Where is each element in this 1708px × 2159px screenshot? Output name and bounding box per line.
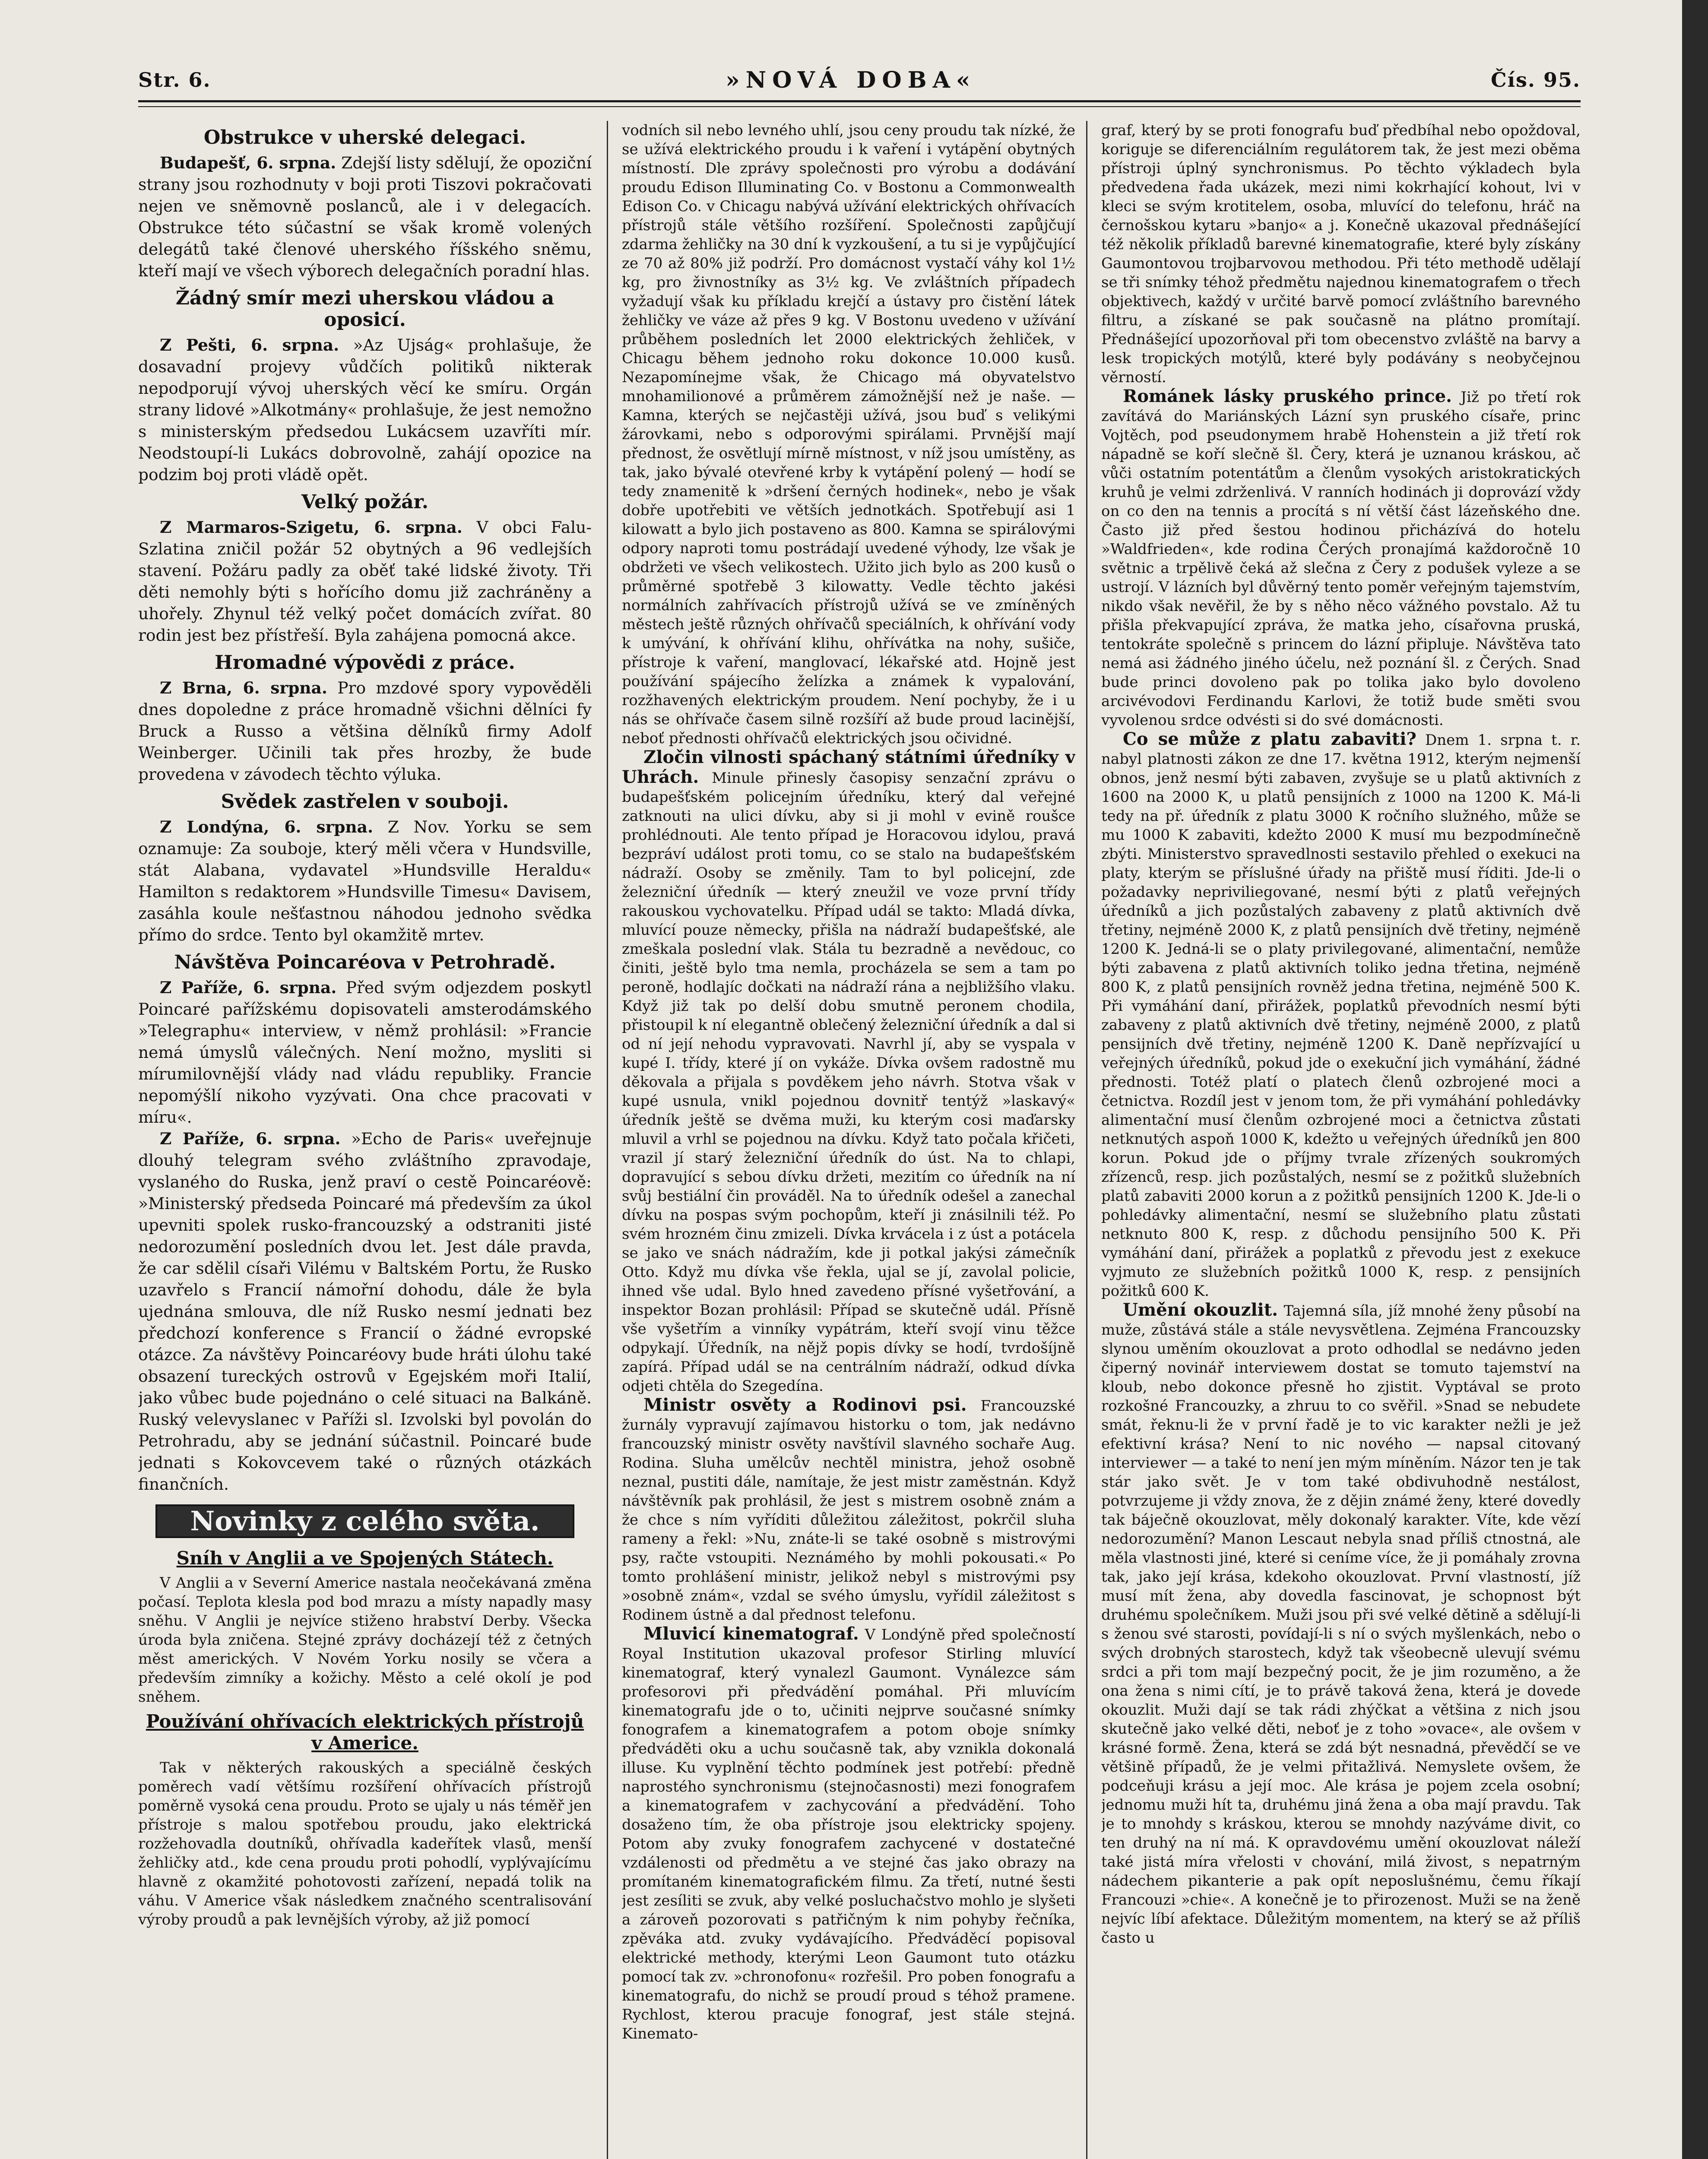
news-heading: Co se může z platu zabaviti?	[1123, 729, 1416, 749]
news-text: V Londýně před společností Royal Institution ukazoval profesor Stirling mluvící kinematograf, který vynalezl Gaumont. Vynálezce sám profesorovi při předvádění pomáhal. Při mluvícím kinematografu jde o to, učiniti nejprve současné snímky fonografem a kinematografem a potom oboje snímky předváděti oku a uchu současně tak, aby vznikla dokonalá illuse. Ku vyplnění těchto podmínek jest potřebí: předně naprostého synchronismu (stejnočasnosti) mezi fonografem a kinematografem v zachycování a předvádění. Toho dosaženo tím, že oba přístroje jsou elektricky spojeny. Potom aby zvuky fonografem zachycené v dostatečné vzdálenosti od předmětu a ve stejné čas jako obrazy na promítaném kinematografickém filmu. Za třetí, nutné šesti jest zesíliti se zvuk, aby velké posluchačstvo mohlo je slyšeti a zároveň pozorovati s patřičným k nim pohyby řečníka, zpěváka atd. zvuky vydávajícího. Předváděcí popisoval elektrické methody, kterými Leon Gaumont tuto otázku pomocí tak zv. »chronofonu« rozřešil. Pro poben fonografu a kinematografu, do nichž se proudí proud s téhož pramene. Rychlost, kterou pracuje fonograf, jest stále stejná. Kinemato-	[622, 1626, 1075, 2042]
news-heading: Románek lásky pruského prince.	[1123, 386, 1452, 406]
issue-number: Čís. 95.	[1490, 68, 1581, 92]
news-text: V Anglii a v Severní Americe nastala neočekávaná změna počasí. Teplota klesla pod bod mrazu a místy napadly masy sněhu. V Anglii je nejvíce stiženo hrabství Derby. Všecka úroda byla zničena. Stejné zprávy docházejí též z četných měst amerických. V Novém Yorku nosily se včera a především zimníky a kožichy. Město a celé okolí je pod sněhem.	[138, 1574, 592, 1706]
news-text: Tak v některých rakouských a speciálně českých poměrech vadí většímu rozšíření ohřívacích přístrojů poměrně vysoká cena proudu. Proto se ujaly u nás téměř jen přístroje s malou spotřebou proudu, jako elektrická rozžehovadla doutníků, ohřívadla kadeřítek vlasů, menší žehličky atd., kde cena proudu proti pohodlí, vyplývajícímu hlavně z okamžité pohotovosti zařízení, nepadá tolik na váhu. V Americe však následkem značného scentralisování výroby proudů a pak levnějších výroby, až již pomocí	[138, 1759, 592, 1928]
dateline: Z Londýna, 6. srpna.	[160, 817, 374, 836]
article-text: Pro mzdové spory vypověděli dnes dopoledne z práce hromadně všichni dělníci fy Bruck a Russo a většina dělníků firmy Adolf Weinberger. Učinili tak přes hrozby, že bude provedena v závodech těchto výluka.	[138, 678, 592, 784]
column-2	[622, 121, 1075, 2159]
dateline: Z Pešti, 6. srpna.	[160, 336, 339, 355]
news-text: Již po třetí rok zavítává do Mariánských Lázní syn pruského císaře, princ Vojtěch, pod pseudonymem hrabě Hohenstein a již třetí rok nápadně se koří slečně šl. Čery, která je uznanou kráskou, ač vůči ostatním potentátům a členům vysokých aristokratických kruhů je velmi zdrženlivá. V ranních hodinách ji doprovází vždy on co den na tennis a procítá s ní větší část lázeňského dne. Často již před šestou hodinou přicházívá do hotelu »Waldfrieden«, kde rodina Čerých pronajímá každoročně 10 světnic a trpělivě čeká až slečna z Čery z podušek vyleze a se ustrojí. V lázních byl důvěrný tento poměr veřejným tajemstvím, nikdo však nevěřil, že by s něho něco vážného povstalo. Až tu přišla překvapující zpráva, že matka jeho, císařovna pruská, tentokráte společně s princem do lázní připluje. Návštěva tato nemá asi žádného jiného účelu, než poznání šl. z Čerých. Snad bude princi dovoleno pak po tolika jako bylo dovoleno arcivévodovi Ferdinandu Karlovi, že totiž bude směti svou vyvolenou srdce odvésti si do své domácnosti.	[1101, 389, 1581, 729]
article-text: »Az Ujság« prohlašuje, že dosavadní projevy vůdčích politiků nikterak nepodporují vývoj uherských věcí ke smíru. Orgán strany lidové »Alkotmány« prohlašuje, že jest nemožno s ministerským předsedou Lukácsem uzavříti mír. Neodstoupí-li Lukács dobrovolně, zahájí opozice na podzim boj proti vládě opět.	[138, 336, 592, 484]
article-paragraph	[138, 516, 592, 646]
article-heading: Obstrukce v uherské delegaci.	[203, 127, 526, 149]
article-text: Před svým odjezdem poskytl Poincaré pařížskému dopisovateli amsterodámského »Telegraphu« interview, v němž prohlásil: »Francie nemá úmyslů válečných. Není možno, mysliti si mírumilovnější vlády nad vládu republiky. Francie nepomýšlí nikoho vyzývati. Ona chce pracovati v míru«.	[138, 978, 592, 1127]
news-text: vodních sil nebo levného uhlí, jsou ceny proudu tak nízké, že se užívá elektrického proudu i k vaření i vytápění obytných místností. Dle zprávy společnosti pro výrobu a dodávání proudu Edison Illuminating Co. v Bostonu a Commonwealth Edison Co. v Chicagu nabývá užívání elektrických ohřívacích přístrojů stále většího rozšíření. Společnosti zapůjčují zdarma žehličky na 30 dní k vyzkoušení, a tu si je vypůjčující ze 70 až 80% již podrží. Pro domácnost vystačí váhy kol 1½ kg, pro živnostníky as 3½ kg. Ve zvláštních případech vyžadují však ku příkladu krejčí a ústavy pro čistění látek žehličky ve váze až přes 9 kg. V Bostonu uvedeno v užívání průběhem posledních let 2000 elektrických žehliček, v Chicagu během jednoho roku dokonce 10.000 kusů. Nezapomínejme však, že Chicago má obyvatelstvo mnohamilionové a průměrem zámožnější než je naše. — Kamna, kterých se nejčastěji užívá, jsou buď s velikými žárovkami, nebo s odporovými spirálami. Prvnější mají přednost, že osvětlují mírně místnost, v níž jsou umístěny, as tak, jako bývalé otevřené krby k vytápění polený — hodí se tedy znamenitě k »dršení černých hodinek«, nebo je však dobře upotřebiti ve větších jednotkách. Spotřebují asi 1 kilowatt a bylo jich postaveno as 800. Kamna se spirálovými odpory naproti tomu postrádají uvedené výhody, lze však je obdržeti ve všech velikostech. Užito jich bylo as 200 kusů o průměrné spotřebě 3 kilowatty. Vedle těchto jakési normálních zahřívacích přístrojů užívá se ve zmíněných městech ještě různých ohřívačů speciálních, k ohřívání vody k umývání, k ohřívání klihu, ohřívátka na nohy, sušiče, přístroje k vaření, manglovací, lékařské atd. Hojně jest používání spájecího želízka a známek k vypalování, rozžhavených elektrickým proudem. Není pochyby, že i u nás se ohřívače časem silně rozšíří až bude proud lacinější, neboť přednosti ohřívačů elektrických jsou očividné.	[622, 122, 1075, 747]
article-heading: Hromadné výpovědi z práce.	[215, 652, 515, 674]
section-banner: Novinky z celého světa.	[155, 1504, 574, 1538]
news-text: Tajemná síla, jíž mnohé ženy působí na muže, zůstává stále a stále nevysvětlena. Zejména Francouzsky slynou uměním okouzlovat a proto odhodlal se nedávno jeden čiperný novinář interviewem dostat se tomuto tajemství na kloub, nebo dokonce přesně ho zjistit. Vyptával se proto rozkošné Francouzky, a zhruu to co svěřil. »Snad se nebudete smát, řeknu-li že v první řadě je to vic karakter nežli je jež efektivní krása? Není to nic nového — napsal citovaný interviewer — a také to není jen mým míněním. Názor ten je tak stár jako svět. Je v tom také obdivuhodně nestálost, potvrzujeme ji vždy znova, že z dějin známé ženy, které dovedly tak báječně okouzlovat, měly dokonalý karakter. Víte, kde vězí nedorozumění? Manon Lescaut nebyla snad příliš ctnostná, ale měla vlastnosti jiné, které si ceníme více, že ji pomáhaly zrovna tak, jako její krása, kdekoho okouzlovat. První vlastností, jíž musí mít žena, aby dovedla fascinovat, je schopnost být druhému společníkem. Muži jsou při své velké dětině a sdělují-li s ženou své starosti, povídají-li s ní o svých myšlenkách, nebo o svých drobných starostech, když tak všeobecně ulevují svému srdci a při tom mají bezpečný pocit, že je jim rozuměno, a že ona žena s nimi cítí, je to právě taková žena, která je dovede okouzlit. Muži dají se tak rádi zhýčkat a většina z nich jsou skutečně jako velké děti, neboť je z toho »ovace«, ale ovšem v krásné formě. Žena, která se zdá být nesnadná, převědčí se ve většině případů, že je velmi přitažlivá. Nemyslete ovšem, že podceňuji krásu a její moc. Ale krása je pojem zcela osobní; jednomu muži hít ta, druhému jiná žena a oba mají pravdu. Tak je to mnohdy s kráskou, kterou se mnohdy nazýváme divit, co ten druhý na ní má. K opravdovému umění okouzlovat náleží také jistá míra vřelosti v chování, milá živost, s nepatrným nádechem pikanterie a pak opít neposlušnému, čemu říkají Francouzi »chie«. A konečně je to přirozenost. Muži se na ženě nejvíc líbí afektace. Důležitým momentem, na který se až příliš často u	[1101, 1302, 1581, 1947]
article-heading: Velký požár.	[301, 491, 429, 513]
article-text: Z Nov. Yorku se sem oznamuje: Za souboje, který měli včera v Hundsville, stát Alabana, vydavatel »Hundsville Heraldu« Hamilton s redaktorem »Hundsville Timesu« Davisem, zasáhla koule nešťastnou náhodou jednoho svědka přímo do srdce. Tento byl okamžitě mrtev.	[138, 817, 592, 944]
article-heading: Svědek zastřelen v souboji.	[221, 791, 509, 813]
column-divider	[1086, 121, 1087, 2159]
article-heading: Žádný smír mezi uherskou vládou a oposicí.	[175, 287, 555, 331]
scan-edge	[1682, 0, 1708, 2159]
article-paragraph	[138, 816, 592, 946]
article-paragraph	[138, 334, 592, 485]
news-heading: Sníh v Anglii a ve Spojených Státech.	[176, 1548, 554, 1569]
article-paragraph	[138, 1128, 592, 1495]
dateline: Z Paříže, 6. srpna.	[160, 1129, 341, 1148]
header-rule-thin	[138, 106, 1581, 107]
article-text: Zdejší listy sdělují, že opoziční strany jsou rozhodnuty v boji proti Tiszovi pokračovati nejen ve sněmovně poslanců, ale i v delegacích. Obstrukce této súčastní se však kromě volených delegátů také členové uherského říšského sněmu, kteří mají ve všech výborech delegačních poradní hlas.	[138, 153, 592, 280]
news-paragraph	[622, 1396, 1075, 1624]
article-paragraph	[138, 677, 592, 785]
article-heading: Návštěva Poincaréova v Petrohradě.	[174, 951, 556, 973]
news-text: Dnem 1. srpna t. r. nabyl platnosti zákon ze dne 17. května 1912, kterým nejmenší obnos, jenž nesmí býti zabaven, zvyšuje se u platů aktivních z 1600 na 2000 K, u platů pensijních z 1000 na 1200 K. Má-li tedy na př. úředník z platu 3000 K ročního služného, může se mu 1000 K zabaviti, kdežto 2000 K musí mu bezpodmínečně zbýti. Ministerstvo spravedlnosti sestavilo přehled o exekuci na platy, kterým se příslušné úřady na přiště musí říditi. Jde-li o požadavky nepriviliegované, nesmí býti z platů veřejných úředníků a jich pozůstalých zabaveny z platů aktivních dvě třetiny, nejméně 2000 K, z platů pensijních dvě třetiny, nejméně 1200 K. Jedná-li se o platy privilegované, alimentační, nemůže býti zabavena z platů aktivních toliko jedna třetina, nejméně 800 K, z platů pensijních rovněž jedna třetina, nejméně 500 K. Při vymáhání daní, přirážek, poplatků převodních nesmí býti zabaveny z platů aktivních dvě třetiny, nejméně 2000, z platů pensijních dvě třetiny, nejméně 1200 K. Daně nepřízvající u veřejných úředníků, pokud jde o exekuční jich vymáhání, žádné přednosti. Totéž platí o platech členů ozbrojené moci a četnictva. Rozdíl jest v jenom tom, že při vymáhání pohledávky alimentační musí členům ozbrojené moci a četnictva zůstati netknutých aspoň 1000 K, kdežto u veřejných úředníků jen 800 korun. Pokud jde o příjmy tvrale zřízených soukromých zřízenců, resp. jich pozůstalých, nesmí se z požitků služebních platů zabaviti 2000 korun a z požitků pensijních 1200 K. Jde-li o pohledávky alimentační, nesmí se služebního platu zůstati netknuto 800 K, resp. z důchodu pensijního 500 K. Při vymáhání daní, přirážek a poplatků z převodu jest z exekuce vyjmuto ze služebních požitků 1000 K, resp. z pensijních požitků 600 K.	[1101, 731, 1581, 1300]
article-paragraph	[138, 152, 592, 282]
news-heading: Umění okouzlit.	[1123, 1300, 1278, 1320]
article-paragraph	[138, 977, 592, 1128]
news-heading: Ministr osvěty a Rodinovi psi.	[643, 1395, 967, 1415]
page-number: Str. 6.	[138, 68, 211, 92]
news-text: graf, který by se proti fonografu buď předbíhal nebo opoždoval, koriguje se diferenciálním regulátorem tak, že jest mezi oběma přístroji úplný synchronismus. Po těchto výkladech byla předvedena řada ukázek, mezi nimi kokrhající kohout, lvi v kleci se svým krotitelem, osoba, mluvící do telefonu, hráč na černošskou kytaru »banjo« a j. Konečně ukazoval přednášející též několik příkladů barevné kinematografie, které byly získány Gaumontovou trojbarvovou methodou. Při této methodě udělají se tři snímky téhož předmětu najednou kinematografem o třech objektivech, každý v určité barvě pomocí zvláštního barevného filtru, a získané se pak současně na plátno promítají. Přednášející upozorňoval při tom obecenstvo zvláště na barvy a lesk tropických motýlů, které byly podávány s neobyčejnou věrností.	[1101, 122, 1581, 386]
article-text: »Echo de Paris« uveřejnuje dlouhý telegram svého zvláštního zpravodaje, vyslaného do Ruska, jenž praví o cestě Poincaréově: »Ministerský předseda Poincaré má především za úkol upevniti spolek rusko-francouzský a odstraniti jisté nedorozumění posledních dvou let. Jest dále pravda, že car sdělil císaři Vilému v Baltském Portu, že Rusko uzavřelo s Francií námořní dohodu, dále že byla ujednána smlouva, dle níž Rusko nesmí jednati bez předchozí konference s Francií o žádné evropské otázce. Za návštěvy Poincaréovy bude hráti úlohu také obsazení tureckých ostrovů v Egejském moři Italií, jako vůbec bude pojednáno o celé situaci na Balkáně. Ruský velevyslanec v Paříži sl. Izvolski byl povolán do Petrohradu, aby se jednání súčastnil. Poincaré bude jednati s Kokovcevem také o různých otázkách finančních.	[138, 1129, 592, 1494]
news-text: Minule přinesly časopisy senzační zprávu o budapešťském policejním úředníku, který dal veřejné zatknouti na ulici dívku, aby si ji mohl v evině roušce prohlédnouti. Ale tento případ je Horacovou idylou, pravá bezpráví událost proti tomu, co se stalo na budapešťském nádraží. Osoby se změnily. Tam to byl policejní, zde železniční úředník — který zneužil ve voze první třídy rakouskou vychovatelku. Případ udál se takto: Mladá dívka, mluvící pouze německy, přišla na nádraží budapešťské, ale zmeškala poslední vlak. Stála tu bezradně a nevědouc, co činiti, ještě bylo tma nemla, procházela se sem a tam po peroně, hodlajíc dočkati na nádraží rána a nejbližšího vlaku. Když již tak po delší dobu smutně peronem chodila, přistoupil k ní elegantně oblečený železniční úředník a dal si od ní její nehodu vypravovati. Navrhl jí, aby se vyspala v kupé I. třídy, které jí on vykáže. Dívka ovšem radostně mu děkovala a přijala s povděkem jeho návrh. Stotva však v kupé usnula, vnikl pojednou dovnitř tentýž »laskavý« úředník ještě se dvěma muži, ku kterým cosi maďarsky mluvil a vrhl se pojednou na dívku. Když tato počala křičeti, vrazil jí starý železniční úředník do úst. Na to chlapi, dopravující s sebou dívku držeti, mezitím co úředník na ní svůj bestiální čin prováděl. Na to úředník odešel a zanechal dívku na pospas svým pochopům, kteří ji znásilnili též. Po svém hrozném činu zmizeli. Dívka krvácela i z úst a potácela se jako ve snách nádražím, kde ji potkal jakýsi zámečník Otto. Když mu dívka vše řekla, ujal se jí, zavolal policie, ihned vše udal. Bylo hned zavedeno přísné vyšetřování, a inspektor Bozan prohlásil: Případ se skutečně udál. Přísně vše vyšetřím a vinníky vypátrám, kteří svojí vinu těžce odpykají. Úředník, na nějž popis dívky se hodí, tvrdošíjně zapírá. Případ udál se na centrálním nádraží, odkud dívka odjeti chtěla do Szegedína.	[622, 769, 1075, 1395]
news-text: Francouzské žurnály vypravují zajímavou historku o tom, jak nedávno francouzský ministr osvěty navštívil slavného sochaře Aug. Rodina. Sluha umělcův nechtěl ministra, jehož osobně neznal, pustiti dále, namítaje, že jest mistr zaměstnán. Když návštěvník pak prohlásil, že jest s mistrem osobně znám a že chce s ním vyříditi důležitou záležitost, pokrčil sluha rameny a řekl: »Nu, znáte-li se také osobně s mistrovými psy, račte vstoupiti. Neznámého by mohli pokousati.« Po tomto prohlášení ministr, jelikož nebyl s mistrovými psy »osobně znám«, vzdal se svého úmyslu, vyřídil záležitost s Rodinem ústně a dal přednost telefonu.	[622, 1397, 1075, 1624]
news-heading: Mluvicí kinematograf.	[643, 1624, 859, 1644]
column-divider	[607, 121, 608, 2159]
news-paragraph	[1101, 730, 1581, 1301]
column-3	[1101, 121, 1581, 2159]
page-header	[138, 65, 1581, 95]
news-paragraph	[622, 1624, 1075, 2043]
header-rule	[138, 100, 1581, 102]
dateline: Z Marmaros-Szigetu, 6. srpna.	[160, 518, 463, 537]
dateline: Budapešť, 6. srpna.	[160, 153, 336, 172]
article-text: V obci Falu-Szlatina zničil požár 52 obytných a 96 vedlejších stavení. Požáru padly za oběť také lidské životy. Tři děti nemohly býti s hořícího domu již zachráněny a uhořely. Zhynul též velký počet domácích zvířat. 80 rodin jest bez přístřeší. Byla zahájena pomocná akce.	[138, 518, 592, 645]
dateline: Z Brna, 6. srpna.	[160, 678, 327, 697]
news-paragraph	[1101, 387, 1581, 730]
news-paragraph	[622, 748, 1075, 1396]
masthead: »NOVÁ DOBA«	[726, 66, 976, 93]
news-heading: Zločin vilnosti spáchaný státními úředníky v Uhrách.	[622, 747, 1075, 787]
column-1	[138, 121, 592, 2159]
news-paragraph	[1101, 1301, 1581, 1947]
news-heading: Používání ohřívacích elektrických přístrojů v Americe.	[146, 1711, 584, 1754]
dateline: Z Paříže, 6. srpna.	[160, 978, 337, 997]
